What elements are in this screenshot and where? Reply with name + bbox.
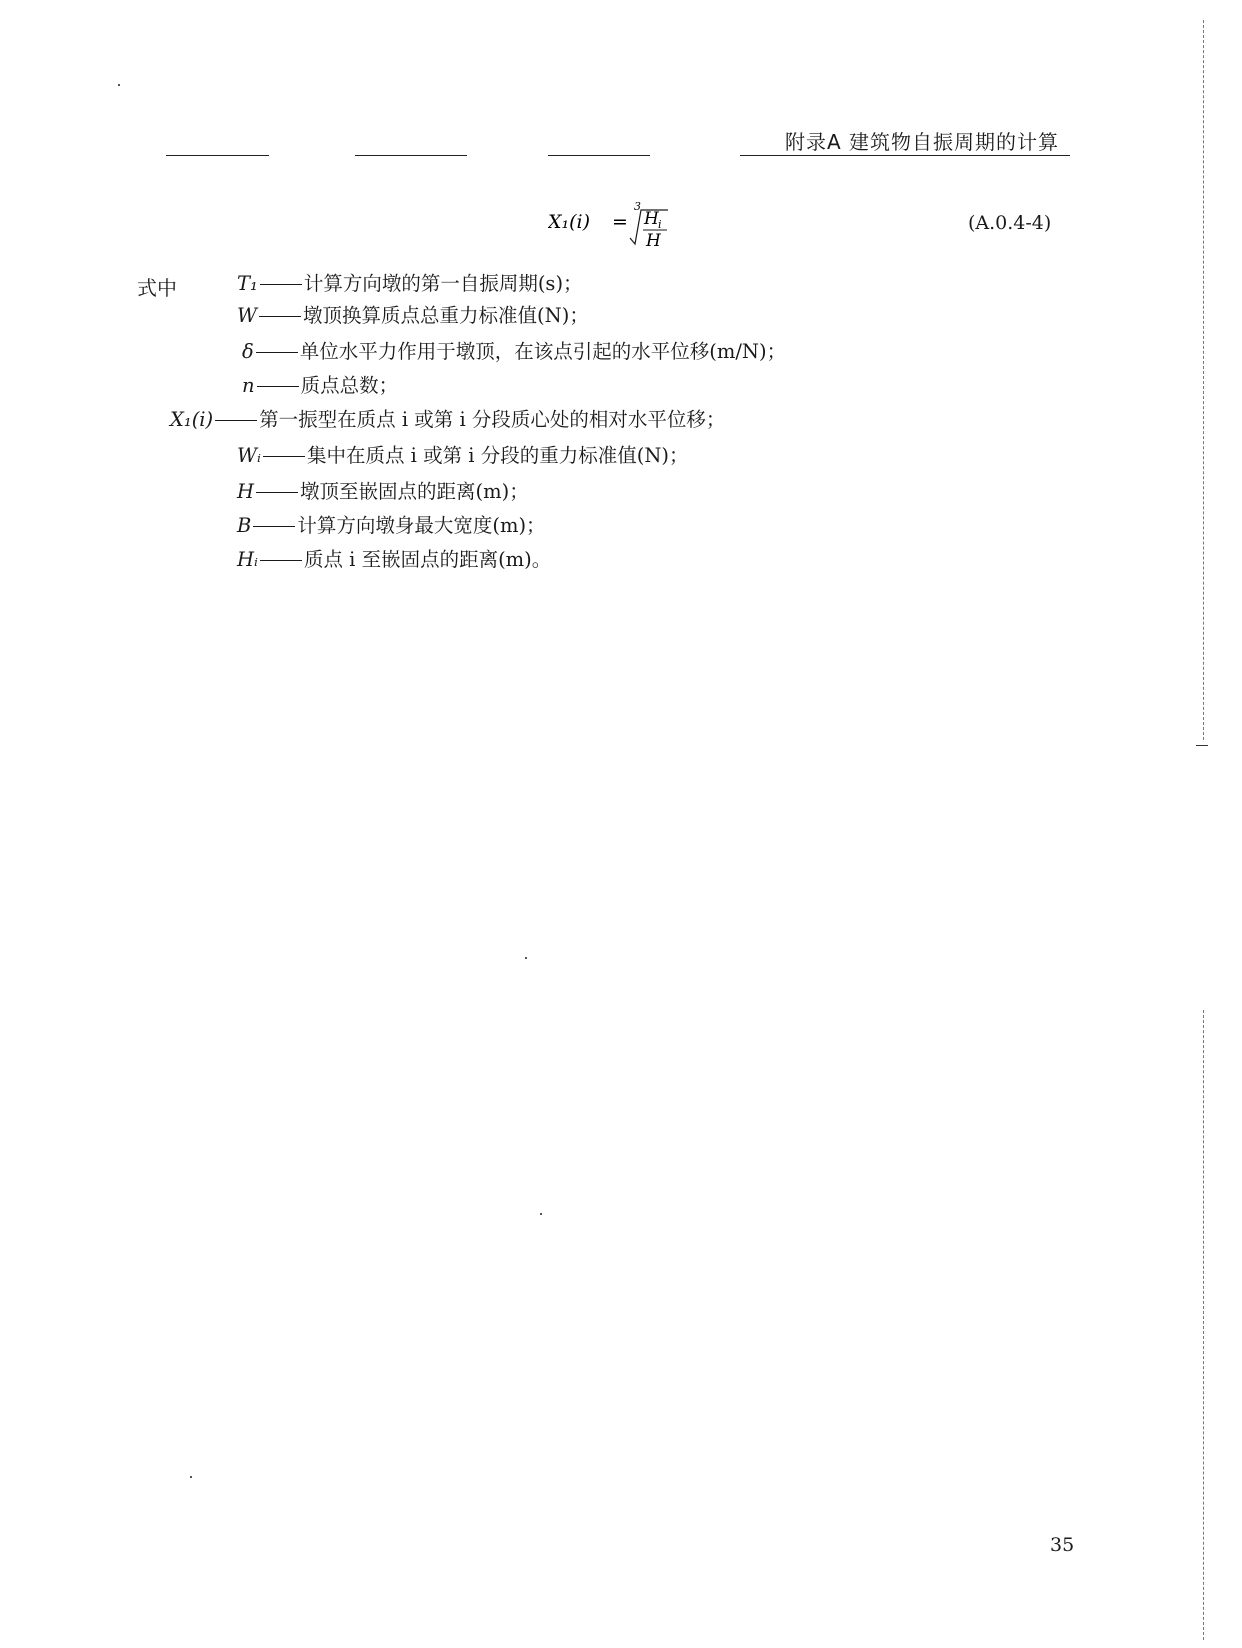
header-rule-3 xyxy=(548,155,650,156)
header-rule-1 xyxy=(166,155,269,156)
definition-symbol: H xyxy=(237,480,255,503)
definition-text: 墩顶换算质点总重力标准值(N)； xyxy=(303,304,589,327)
page-edge-line xyxy=(1203,20,1204,740)
definition-text: 单位水平力作用于墩顶，在该点引起的水平位移(m/N)； xyxy=(299,340,787,363)
formula xyxy=(548,200,698,257)
definition-row xyxy=(237,268,583,296)
em-dash xyxy=(260,560,302,561)
definition-symbol: T₁ xyxy=(237,272,258,295)
formula-equals: = xyxy=(612,211,628,233)
definition-symbol: B xyxy=(237,514,252,537)
definition-symbol: Wᵢ xyxy=(237,444,261,467)
definition-symbol: δ xyxy=(242,340,254,363)
formula-numerator-sub: i xyxy=(658,218,662,231)
em-dash xyxy=(215,420,257,421)
em-dash xyxy=(256,492,298,493)
formula-number: (A.0.4-4) xyxy=(968,212,1052,234)
definition-row xyxy=(237,440,689,468)
definition-text: 质点 i 至嵌固点的距离(m)。 xyxy=(303,548,552,571)
where-label: 式中 xyxy=(137,276,177,300)
page-edge-line xyxy=(1203,1010,1204,1640)
definition-row xyxy=(237,510,546,538)
scan-speck xyxy=(118,84,120,86)
definition-text: 集中在质点 i 或第 i 分段的重力标准值(N)； xyxy=(306,444,689,467)
running-header: 附录A 建筑物自振周期的计算 xyxy=(785,130,1060,154)
definition-row xyxy=(170,404,725,432)
definition-row xyxy=(237,476,529,504)
em-dash xyxy=(253,526,295,527)
definition-text: 质点总数； xyxy=(300,374,399,397)
formula-numerator: H xyxy=(644,209,659,229)
definition-row xyxy=(237,300,589,328)
definition-symbol: W xyxy=(237,304,258,327)
definition-text: 墩顶至嵌固点的距离(m)； xyxy=(300,480,529,503)
scan-speck xyxy=(540,1213,542,1215)
formula-graphic xyxy=(548,200,698,252)
definition-row xyxy=(242,370,398,398)
em-dash xyxy=(263,456,305,457)
formula-lhs: X₁(i) xyxy=(548,211,591,233)
root-index: 3 xyxy=(634,200,641,213)
header-rule-2 xyxy=(355,155,467,156)
scan-speck xyxy=(190,1476,192,1478)
definition-symbol: n xyxy=(242,374,255,397)
em-dash xyxy=(257,386,299,387)
definition-text: 计算方向墩身最大宽度(m)； xyxy=(297,514,546,537)
em-dash xyxy=(259,316,301,317)
em-dash xyxy=(260,284,302,285)
definition-row xyxy=(237,544,551,572)
definition-symbol: Hᵢ xyxy=(237,548,258,571)
header-rule-4 xyxy=(740,155,1070,156)
edge-tick xyxy=(1196,745,1208,746)
definition-row xyxy=(242,336,786,364)
formula-denominator: H xyxy=(646,231,661,251)
em-dash xyxy=(256,352,298,353)
definition-symbol: X₁(i) xyxy=(170,408,214,431)
page-number: 35 xyxy=(1050,1534,1075,1556)
definition-text: 第一振型在质点 i 或第 i 分段质心处的相对水平位移； xyxy=(259,408,726,431)
definition-text: 计算方向墩的第一自振周期(s)； xyxy=(303,272,583,295)
scan-speck xyxy=(525,957,527,959)
